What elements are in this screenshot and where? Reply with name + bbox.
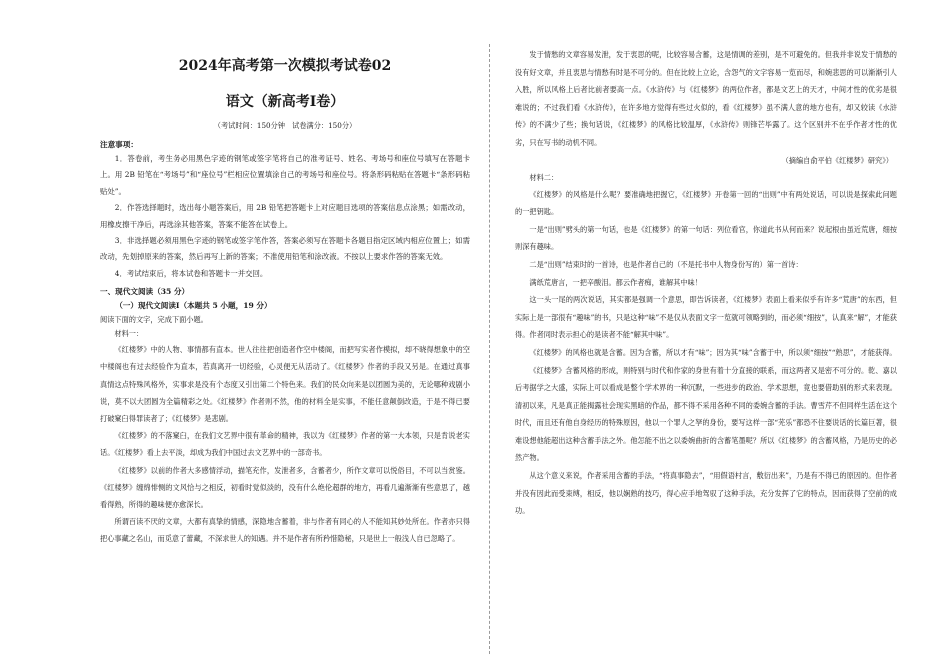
material2-paragraph: 《红楼梦》的风格也就是含蓄。因为含蓄，所以才有“味”；因为其“味”含蓄于中，所以须“细按”“熟思”，才能获得。 [529,347,897,357]
notice-item: 1．答卷前，考生务必用黑色字迹的钢笔或签字笔将自己的准考证号、姓名、考场号和座位号填写在答题卡上。用 2B 铅笔在“考场号”和“座位号”栏相应位置填涂自己的考场号和座位号。将条形码粘贴在答题卡“条形码粘贴处”。 [100,154,470,196]
left-column [100,46,470,548]
column-divider [489,44,490,654]
material1-paragraph: 《红楼梦》以前的作者大多感情浮动，描笔充作，发泄者多，含蓄者少，所作文章可以悦俗目，不可以当赏鉴。《红楼梦》缠绵悱恻的文风恰与之相反，初看时觉似淡的，没有什么绝伦超群的地方，再看几遍渐渐有些意思了，越看得熟，所得的趣味便亦愈深长。 [100,465,470,510]
material2-paragraph: 《红楼梦》含蓄风格的形成，则特别与时代和作家的身世有着十分直接的联系，而这两者又是密不可分的。乾、嘉以后考据学之大盛，实际上可以看成是整个学术界的一种沉默，一些进步的政治、学术思想，竟也要借助别的形式来表现。清初以来，凡是真正能揭露社会现实黑暗的作品，都不得不采用各种不同的委婉含蓄的手法。曹雪芹不但同样生活在这个时代，而且还有他自身经历的特殊原因，他以一个罪人之孥的身份，要写这样一部“芜乐”都恐不住要说话的长篇巨著，很难设想他能超出这种含蓄手法之外。他怎能不出之以委婉曲折的含蓄笔墨呢？所以《红楼梦》的含蓄风格，乃是历史的必然产物。 [515,365,897,463]
material1-paragraph: 《红楼梦》的不落窠臼，在我们文艺界中很有革命的精神，我以为《红楼梦》作者的第一大本领，只是肯说老实话。《红楼梦》看上去平淡，却成为我们中国过去文艺界中的一部奇书。 [100,431,470,458]
notice-item: 3．非选择题必须用黑色字迹的钢笔或签字笔作答，答案必须写在答题卡各题目指定区域内相应位置上；如需改动，先划掉原来的答案，然后再写上新的答案；不准使用铅笔和涂改液。不按以上要求作答的答案无效。 [100,236,470,262]
notice-item: 2．作答选择题时，选出每小题答案后，用 2B 铅笔把答题卡上对应题目选项的答案信息点涂黑；如需改动，用橡皮擦干净后，再选涂其他答案，答案不能答在试卷上。 [100,203,470,229]
material2-paragraph: 这一头一尾的两次说话，其实都是强调一个意思，即告诉读者，《红楼梦》表面上看来似乎有许多“荒唐”的东西，但实际上是一部很有“趣味”的书，只是这种“味”不是仅从表面文字一览就可领略到的，而必须“细按”，认真来“解”，才能获得。作者同时表示担心的是读者不能“解其中味”。 [515,295,897,340]
material2-label: 材料二： [529,172,559,182]
exam-title: 2024年高考第一次模拟考试卷02 [178,58,392,74]
right-column [515,46,897,520]
material1-paragraph: 所谓百读不厌的文章，大都有真挚的情感，深隐地含蓄着，非与作者有同心的人不能知其妙处所在。作者亦只得把心事藏之名山，而觅意了蕾藏，不深求世人的知遇。并不是作者有所矜惜隐秘，只是世上一般浅人自已忽略了。 [100,517,470,544]
notice-heading: 注意事项： [100,140,138,149]
poem-line: 满纸荒唐言，一把辛酸泪。都云作者痴，谁解其中味！ [529,277,702,287]
notice-item: 4．考试结束后，将本试卷和答题卡一并交回。 [114,268,268,278]
material1-paragraph: 发于情愁的文章容易发泄，发于衷思的呢，比较容易含蓄，这是情调的差别，是不可避免的。但我并非说发于情愁的没有好文章，并且衷思与情愁有时是不可分的。但在比较上立论，含怨气的文字容易一览而尽，和婉悲思的可以渐渐引人入胜，所以风格上后者比前者要高一点。《水浒传》与《红楼梦》的两位作者，都是文艺上的天才，中间才性的优劣是很难说的；不过我们看《水浒传》，在许多地方觉得有些过火似的，看《红楼梦》虽不满人意的地方也有，却又较读《水浒传》的不满少了些；换句话说，《红楼梦》的风格比较温厚，《水浒传》则锋芒毕露了。这个区别并不在乎作者才性的优劣，只在写书的动机不同。 [515,50,897,147]
reading-instruction: 阅读下面的文字，完成下面小题。 [100,315,208,325]
exam-subtitle: 语文（新高考Ⅰ卷） [225,94,345,110]
citation: （摘编自俞平伯《红楼梦》研究》） [781,155,893,165]
subsection-heading: （一）现代文阅读Ⅰ（本题共 5 小题，19 分） [115,301,272,311]
material2-paragraph: 《红楼梦》的风格是什么呢？要准确地把握它，《红楼梦》开卷第一回的“出则”中有两处说话，可以说是探索此问题的一把钥匙。 [515,189,897,217]
material2-paragraph: 一是“出则”劈头的第一句话，也是《红楼梦》的第一句话：列位看官，你道此书从何而来？说起根由虽近荒唐，细按则深有趣味。 [515,224,897,252]
exam-meta: （考试时间：150分钟 试卷满分：150分） [213,121,357,130]
material2-paragraph: 从这个意义来说，作者采用含蓄的手法，“将真事隐去”，“用假语村言，敷衍出来”，乃是有不得已的原因的。但作者并没有因此而受束缚，相反，他以娴熟的技巧，得心应手地驾驭了这种手法，充分发挥了它的特点，因而获得了空前的成功。 [515,471,897,516]
material2-paragraph: 二是“出则”结束时的一首诗，也是作者自己的（不是托书中人物身份写的）第一首诗： [529,259,803,269]
material1-paragraph: 《红楼梦》中的人物、事情都有直本。世人往往把创造者作空中楼阁，而把写实者作模拟，却不晓得想象中的空中楼阁也有过去经验作为直本，若真离开一切经验，心灵便无从活动了。《红楼梦》作者的手段又另是。在通过真事真情这点特殊风格外，实事求是没有个态度又引出第二个特色来。我们的民众向来是以团圆为美的，无论哪种戏剧小说，莫不以大团圆为全篇精彩之处。《红楼梦》作者则不然，他的材料全是实事，不能任意颠倒改造，于是不得已要打破窠臼得罪读者了；《红楼梦》是悲剧。 [100,345,470,424]
material1-label: 材料一： [114,329,144,339]
section-heading: 一、现代文阅读（35 分） [100,287,190,297]
